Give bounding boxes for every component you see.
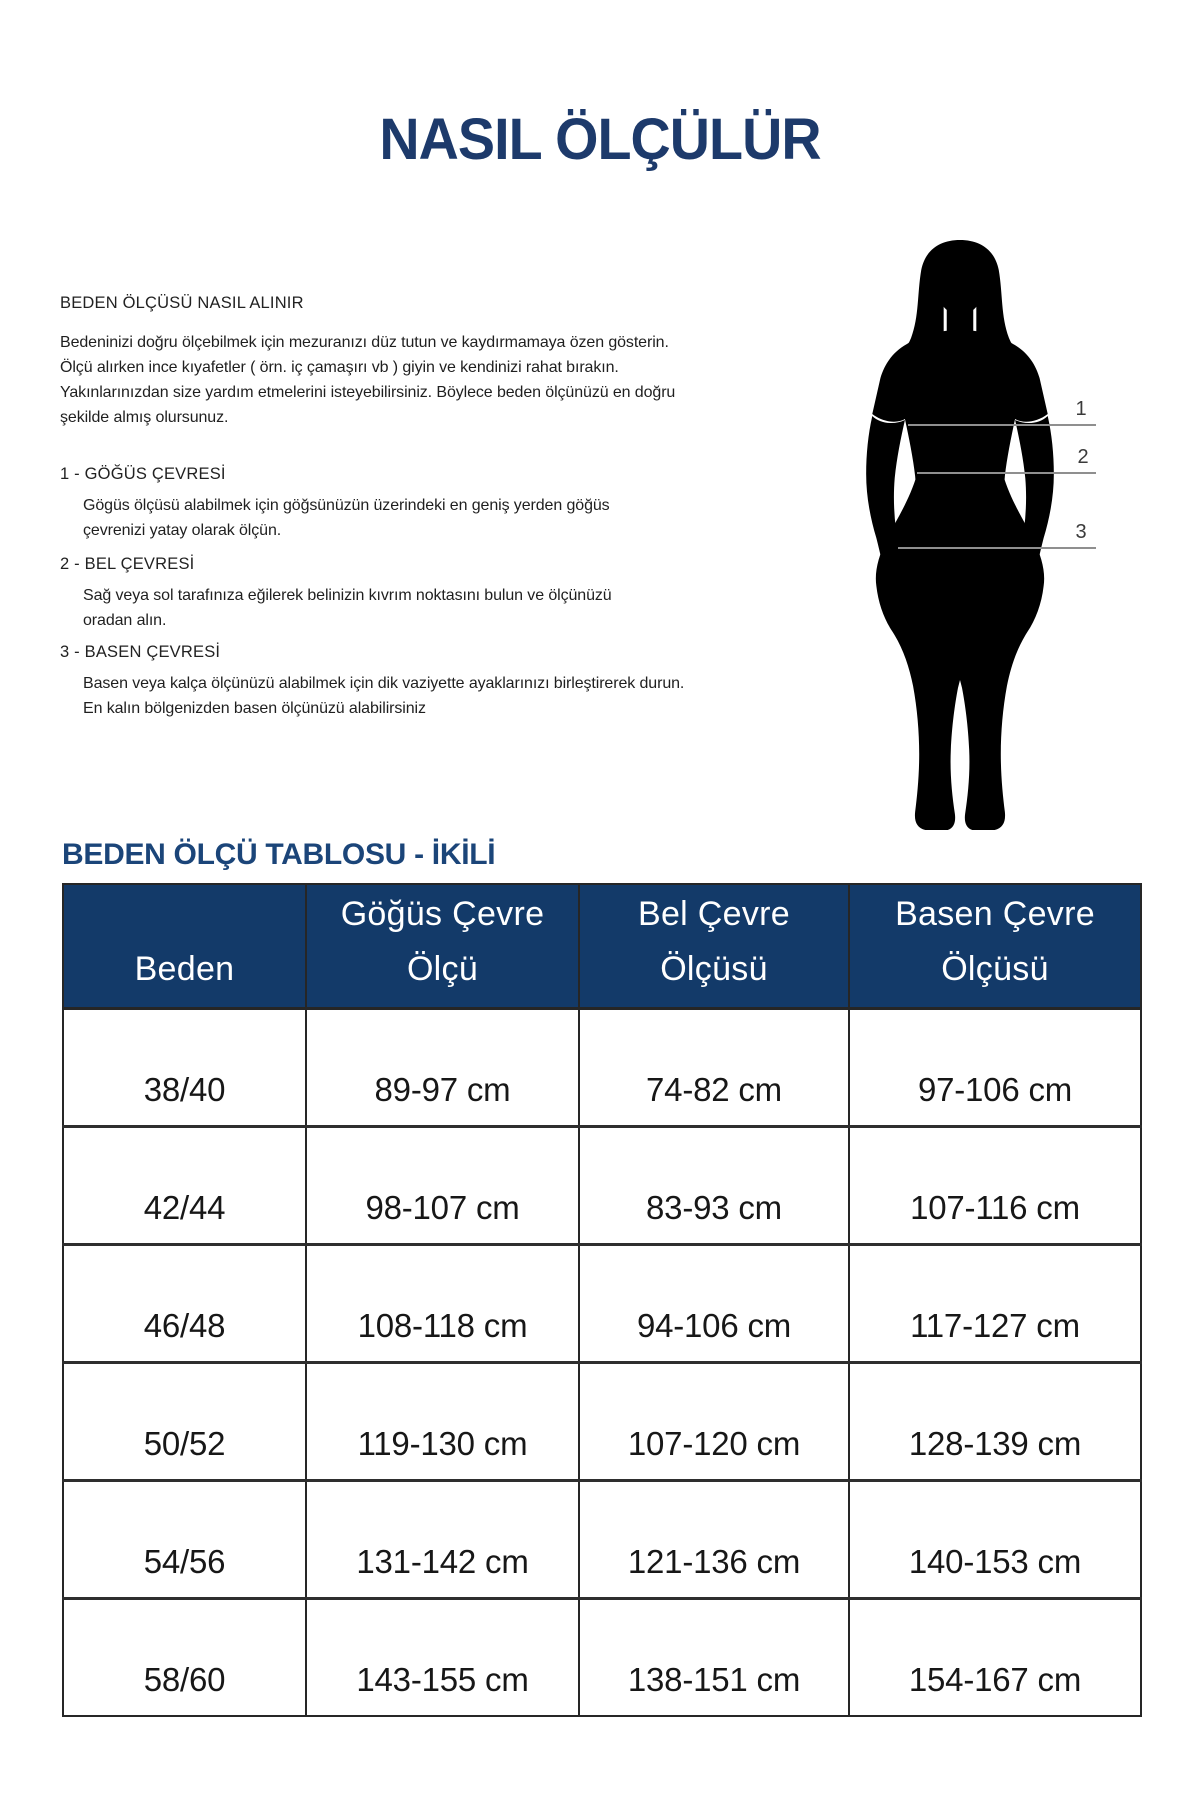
section-line: En kalın bölgenizden basen ölçünüzü alabilirsiniz	[83, 700, 426, 717]
table-row	[63, 1009, 1141, 1127]
intro-line: Ölçü alırken ince kıyafetler ( örn. iç çamaşırı vb ) giyin ve kendinizi rahat bırakın.	[60, 359, 619, 376]
cell-chest: 98-107 cm	[306, 1127, 579, 1245]
section-waist-title: 2 - BEL ÇEVRESİ	[60, 555, 195, 573]
intro-line: Yakınlarınızdan size yardım etmelerini isteyebilirsiniz. Böylece beden ölçünüzü en doğru	[60, 384, 676, 401]
cell-waist: 107-120 cm	[579, 1363, 849, 1481]
section-waist	[60, 552, 760, 633]
page-title: NASIL ÖLÇÜLÜR	[379, 107, 821, 172]
section-line: oradan alın.	[83, 612, 167, 629]
cell-size: 38/40	[63, 1009, 306, 1127]
header-line: Ölçüsü	[941, 950, 1049, 988]
table-row	[63, 1599, 1141, 1717]
section-chest-body	[60, 493, 760, 543]
cell-hip: 140-153 cm	[849, 1481, 1141, 1599]
woman-silhouette-figure	[858, 238, 1062, 838]
section-line: Sağ veya sol tarafınıza eğilerek belinizin kıvrım noktasını bulun ve ölçünüzü	[83, 587, 612, 604]
size-table	[62, 883, 1142, 1717]
cell-waist: 121-136 cm	[579, 1481, 849, 1599]
table-row	[63, 1363, 1141, 1481]
cell-hip: 117-127 cm	[849, 1245, 1141, 1363]
chest-measure-line	[908, 424, 1096, 426]
cell-hip: 154-167 cm	[849, 1599, 1141, 1717]
hip-measure-label: 3	[1075, 521, 1087, 543]
header-line: Bel Çevre	[638, 895, 790, 933]
cell-size: 54/56	[63, 1481, 306, 1599]
section-chest-title: 1 - GÖĞÜS ÇEVRESİ	[60, 465, 226, 483]
header-line: Ölçüsü	[660, 950, 768, 988]
table-row	[63, 1127, 1141, 1245]
size-table-container	[62, 883, 1142, 1717]
section-chest	[60, 462, 760, 543]
cell-waist: 138-151 cm	[579, 1599, 849, 1717]
intro-paragraph	[60, 330, 750, 430]
cell-chest: 143-155 cm	[306, 1599, 579, 1717]
waist-measure-label: 2	[1077, 446, 1089, 468]
section-line: Basen veya kalça ölçünüzü alabilmek için dik vaziyette ayaklarınızı birleştirerek durun.	[83, 675, 685, 692]
chest-measure-label: 1	[1075, 398, 1087, 420]
intro-line: Bedeninizi doğru ölçebilmek için mezuranızı düz tutun ve kaydırmamaya özen gösterin.	[60, 334, 669, 351]
section-waist-body	[60, 583, 760, 633]
size-table-heading: BEDEN ÖLÇÜ TABLOSU - İKİLİ	[62, 838, 496, 871]
cell-chest: 131-142 cm	[306, 1481, 579, 1599]
hip-measure-line	[898, 547, 1096, 549]
header-chest	[306, 884, 579, 1009]
header-line: Basen Çevre	[895, 895, 1095, 933]
size-table-header-row	[63, 884, 1141, 1009]
intro-line: şekilde almış olursunuz.	[60, 409, 229, 426]
cell-waist: 74-82 cm	[579, 1009, 849, 1127]
header-waist	[579, 884, 849, 1009]
header-line: Beden	[134, 950, 235, 988]
section-hip	[60, 640, 760, 721]
section-hip-title: 3 - BASEN ÇEVRESİ	[60, 643, 221, 661]
cell-size: 50/52	[63, 1363, 306, 1481]
table-row	[63, 1245, 1141, 1363]
cell-waist: 94-106 cm	[579, 1245, 849, 1363]
header-line: Ölçü	[406, 950, 479, 988]
waist-measure-line	[917, 472, 1096, 474]
intro-heading: BEDEN ÖLÇÜSÜ NASIL ALINIR	[60, 294, 304, 312]
header-hip	[849, 884, 1141, 1009]
cell-size: 42/44	[63, 1127, 306, 1245]
cell-hip: 107-116 cm	[849, 1127, 1141, 1245]
cell-size: 46/48	[63, 1245, 306, 1363]
cell-waist: 83-93 cm	[579, 1127, 849, 1245]
section-line: çevrenizi yatay olarak ölçün.	[83, 522, 282, 539]
section-hip-body	[60, 671, 760, 721]
woman-silhouette-icon	[858, 238, 1062, 838]
cell-chest: 89-97 cm	[306, 1009, 579, 1127]
cell-size: 58/60	[63, 1599, 306, 1717]
table-row	[63, 1481, 1141, 1599]
cell-hip: 128-139 cm	[849, 1363, 1141, 1481]
cell-chest: 108-118 cm	[306, 1245, 579, 1363]
section-line: Gögüs ölçüsü alabilmek için göğsünüzün üzerindeki en geniş yerden göğüs	[83, 497, 610, 514]
cell-chest: 119-130 cm	[306, 1363, 579, 1481]
header-size	[63, 884, 306, 1009]
header-line: Göğüs Çevre	[340, 895, 545, 933]
cell-hip: 97-106 cm	[849, 1009, 1141, 1127]
